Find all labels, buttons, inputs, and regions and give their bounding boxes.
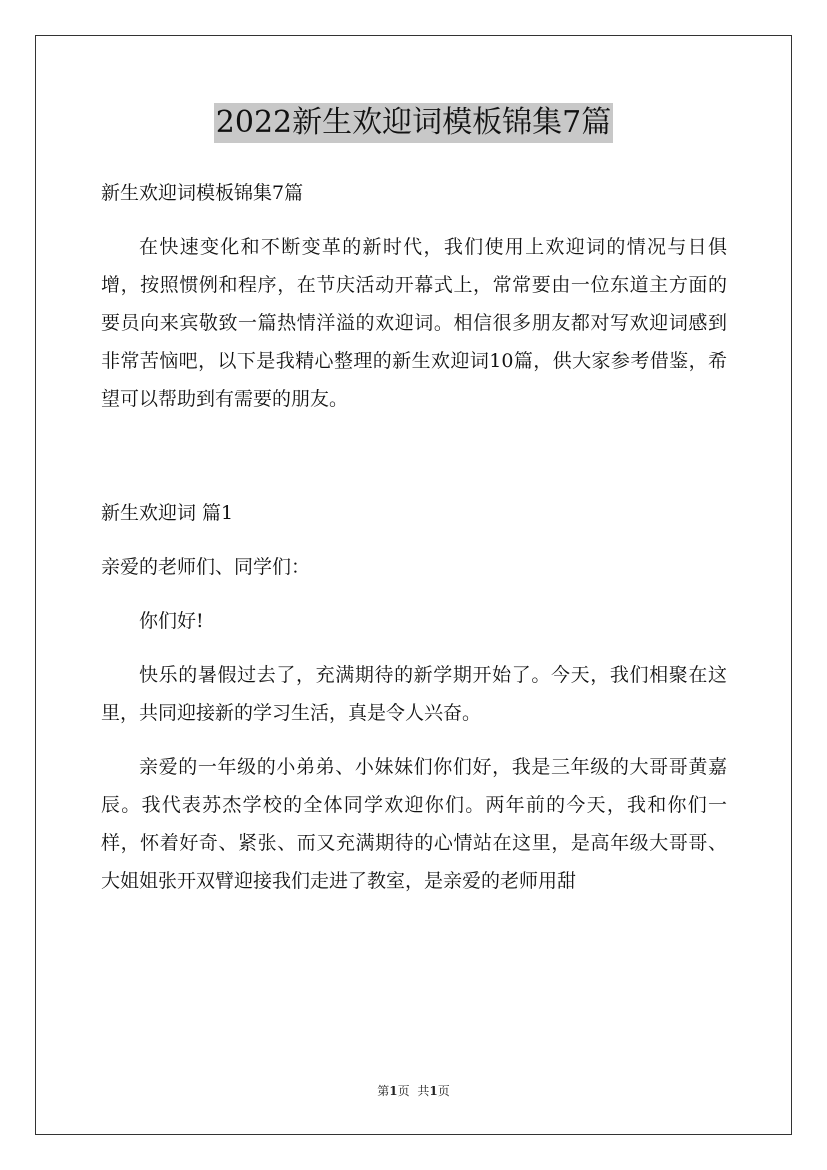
document-subtitle: 新生欢迎词模板锦集7篇	[101, 182, 304, 204]
body-paragraph: 快乐的暑假过去了，充满期待的新学期开始了。今天，我们相聚在这里，共同迎接新的学习生活，真是令人兴奋。	[101, 664, 727, 724]
page-label-prefix: 第	[377, 1084, 390, 1098]
section-heading: 新生欢迎词 篇1	[101, 502, 234, 524]
total-label-suffix: 页	[437, 1084, 450, 1098]
salutation: 亲爱的老师们、同学们：	[101, 556, 311, 578]
intro-paragraph: 在快速变化和不断变革的新时代，我们使用上欢迎词的情况与日俱增，按照惯例和程序，在节庆活动开幕式上，常常要由一位东道主方面的要员向来宾敬致一篇热情洋溢的欢迎词。相信很多朋友都对写欢迎词感到非常苦恼吧，以下是我精心整理的新生欢迎词10篇，供大家参考借鉴，希望可以帮助到有需要的朋友。	[101, 236, 727, 410]
total-label-prefix: 共	[417, 1084, 430, 1098]
document-title: 2022新生欢迎词模板锦集7篇	[214, 103, 613, 143]
page-number: 1	[389, 1084, 398, 1098]
total-pages: 1	[429, 1084, 438, 1098]
body-paragraph: 亲爱的一年级的小弟弟、小妹妹们你们好，我是三年级的大哥哥黄嘉辰。我代表苏杰学校的全体同学欢迎你们。两年前的今天，我和你们一样，怀着好奇、紧张、而又充满期待的心情站在这里，是高年级大哥哥、大姐姐张开双臂迎接我们走进了教室，是亲爱的老师用甜	[101, 756, 727, 892]
page-label-suffix: 页	[397, 1084, 410, 1098]
title-container	[0, 103, 827, 143]
document-body	[101, 174, 727, 900]
page-footer	[0, 1083, 827, 1099]
greeting: 你们好!	[139, 610, 204, 632]
